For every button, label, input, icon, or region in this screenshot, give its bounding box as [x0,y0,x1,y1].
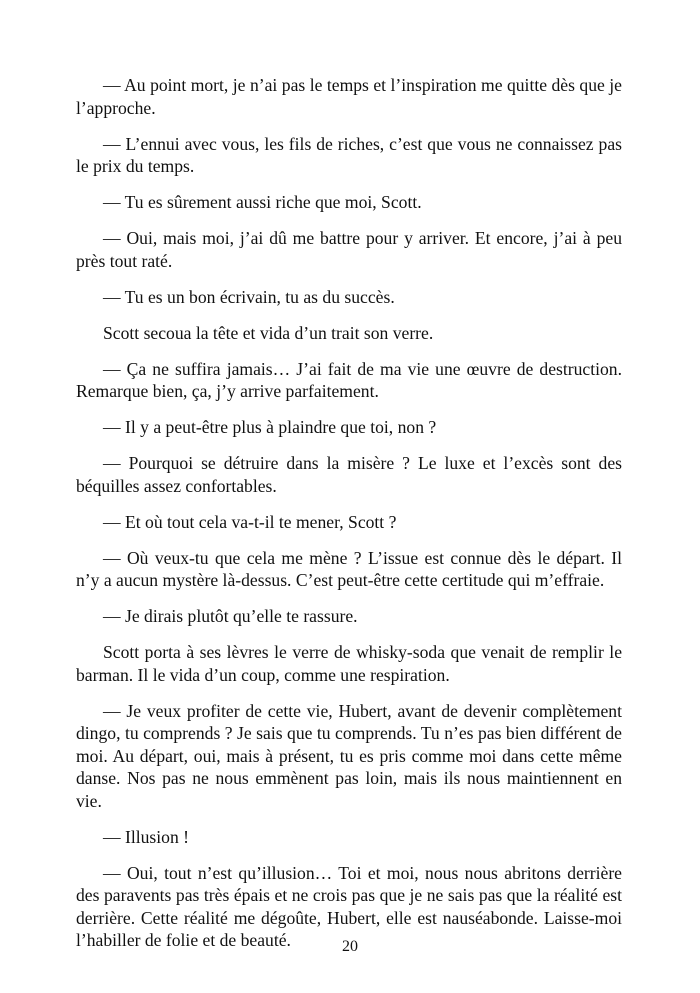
dialogue-paragraph: — Où veux-tu que cela me mène ? L’issue est connue dès le départ. Il n’y a aucun mystère là-dessus. C’est peut-être cette certitude qui m’effraie. [76,547,622,590]
dialogue-paragraph: — Pourquoi se détruire dans la misère ? Le luxe et l’excès sont des béquilles assez confortables. [76,453,622,496]
dialogue-paragraph: — Oui, tout n’est qu’illusion… Toi et moi, nous nous abritons derrière des paravents pas très épais et ne crois pas que je ne sais pas que la réalité est derrière. Cette réalité me dégoûte, Hubert, elle est nauséabonde. Laisse-moi l’habiller de folie et de beauté. [76,862,622,950]
page-body [76,74,622,965]
dialogue-paragraph: — Illusion ! [103,826,190,847]
dialogue-paragraph: — Ça ne suffira jamais… J’ai fait de ma vie une œuvre de destruction. Remarque bien, ça, j’y arrive parfaitement. [76,358,622,401]
dialogue-paragraph: — Il y a peut-être plus à plaindre que toi, non ? [103,417,437,437]
narrative-paragraph: Scott porta à ses lèvres le verre de whisky-soda que venait de remplir le barman. Il le vida d’un coup, comme une respiration. [76,642,622,685]
dialogue-paragraph: — Et où tout cela va-t-il te mener, Scott ? [103,511,397,532]
dialogue-paragraph: — Je veux profiter de cette vie, Hubert, avant de devenir complètement dingo, tu comprends ? Je sais que tu comprends. Tu n’es pas bien différent de moi. Au départ, oui, mais à présent, tu es pris comme moi dans cette même danse. Nos pas ne nous emmènent pas loin, mais ils nous maintiennent en vie. [76,700,622,811]
dialogue-paragraph: — Je dirais plutôt qu’elle te rassure. [103,606,358,626]
dialogue-paragraph: — Tu es un bon écrivain, tu as du succès. [103,286,395,307]
dialogue-paragraph: — Au point mort, je n’ai pas le temps et l’inspiration me quitte dès que je l’approche. [76,75,622,118]
narrative-paragraph: Scott secoua la tête et vida d’un trait son verre. [103,322,434,343]
page-number: 20 [342,938,358,955]
dialogue-paragraph: — Tu es sûrement aussi riche que moi, Scott. [103,192,422,212]
dialogue-paragraph: — L’ennui avec vous, les fils de riches, c’est que vous ne connaissez pas le prix du temps. [76,133,622,176]
dialogue-paragraph: — Oui, mais moi, j’ai dû me battre pour y arriver. Et encore, j’ai à peu près tout raté. [76,228,622,271]
